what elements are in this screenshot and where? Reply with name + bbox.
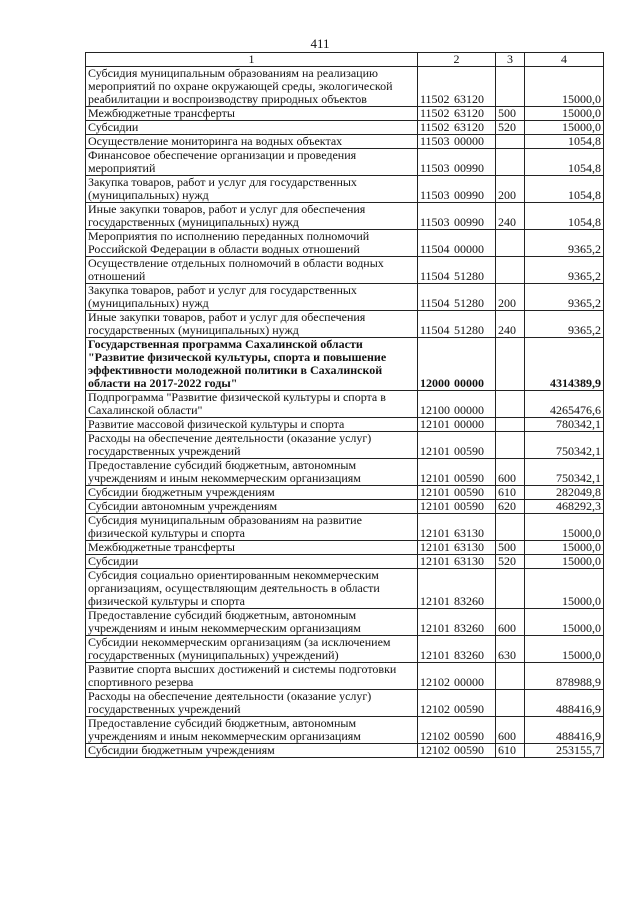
row-expense-type: 200 (496, 176, 525, 203)
row-code-article: 83260 (454, 621, 484, 635)
row-expense-type: 620 (496, 500, 525, 514)
row-code (418, 121, 496, 135)
row-sum: 488416,9 (525, 690, 604, 717)
row-name: Субсидия муниципальным образованиям на развитие физической культуры и спорта (86, 514, 418, 541)
row-code (418, 284, 496, 311)
row-name: Мероприятия по исполнению переданных полномочий Российской Федерации в области водных отношений (86, 230, 418, 257)
table-row (86, 569, 604, 609)
row-expense-type: 500 (496, 107, 525, 121)
row-sum: 15000,0 (525, 107, 604, 121)
row-name: Субсидии (86, 121, 418, 135)
row-expense-type (496, 514, 525, 541)
row-sum: 282049,8 (525, 486, 604, 500)
row-name: Субсидия муниципальным образованиям на реализацию мероприятий по охране окружающей среды, экологической реабилитации и воспроизводству природных объектов (86, 67, 418, 107)
row-sum: 9365,2 (525, 257, 604, 284)
row-name: Развитие массовой физической культуры и спорта (86, 418, 418, 432)
row-name: Закупка товаров, работ и услуг для государственных (муниципальных) нужд (86, 176, 418, 203)
row-code-section: 12101 (420, 417, 450, 431)
row-expense-type (496, 690, 525, 717)
table-row (86, 107, 604, 121)
row-name: Расходы на обеспечение деятельности (оказание услуг) государственных учреждений (86, 690, 418, 717)
table-row (86, 311, 604, 338)
row-code-article: 00590 (454, 729, 484, 743)
table-row (86, 391, 604, 418)
row-code-section: 12101 (420, 554, 450, 568)
row-sum: 1054,8 (525, 135, 604, 149)
table-header-row (86, 53, 604, 67)
row-code-article: 00000 (454, 376, 484, 390)
row-code (418, 514, 496, 541)
row-code-section: 12101 (420, 444, 450, 458)
row-sum: 253155,7 (525, 744, 604, 758)
row-code-section: 12101 (420, 540, 450, 554)
row-name: Финансовое обеспечение организации и проведения мероприятий (86, 149, 418, 176)
row-code-section: 11503 (420, 215, 450, 229)
row-expense-type: 610 (496, 744, 525, 758)
row-code-section: 11504 (420, 296, 450, 310)
budget-table (85, 52, 604, 758)
row-code-article: 63130 (454, 526, 484, 540)
row-sum: 15000,0 (525, 67, 604, 107)
row-code (418, 135, 496, 149)
table-row (86, 690, 604, 717)
table-row (86, 432, 604, 459)
row-sum: 15000,0 (525, 121, 604, 135)
row-sum: 15000,0 (525, 609, 604, 636)
row-sum: 15000,0 (525, 636, 604, 663)
row-name: Субсидии некоммерческим организациям (за исключением государственных (муниципальных) учреждений) (86, 636, 418, 663)
row-expense-type: 520 (496, 555, 525, 569)
row-expense-type: 600 (496, 609, 525, 636)
row-name: Иные закупки товаров, работ и услуг для обеспечения государственных (муниципальных) нужд (86, 311, 418, 338)
row-code-section: 12101 (420, 621, 450, 635)
row-sum: 488416,9 (525, 717, 604, 744)
row-expense-type (496, 67, 525, 107)
row-code (418, 744, 496, 758)
row-code-article: 00990 (454, 215, 484, 229)
row-expense-type: 500 (496, 541, 525, 555)
row-name: Государственная программа Сахалинской области "Развитие физической культуры, спорта и повышение эффективности молодежной политики в Сахалинской области на 2017-2022 годы" (86, 338, 418, 391)
table-row (86, 418, 604, 432)
row-code-article: 51280 (454, 296, 484, 310)
row-name: Закупка товаров, работ и услуг для государственных (муниципальных) нужд (86, 284, 418, 311)
table-row (86, 717, 604, 744)
header-col-expense-type: 3 (496, 53, 525, 67)
row-sum: 9365,2 (525, 311, 604, 338)
header-col-code: 2 (418, 53, 496, 67)
row-code (418, 609, 496, 636)
row-expense-type (496, 663, 525, 690)
row-expense-type: 630 (496, 636, 525, 663)
row-code (418, 67, 496, 107)
row-name: Осуществление мониторинга на водных объектах (86, 135, 418, 149)
row-expense-type (496, 569, 525, 609)
row-name: Предоставление субсидий бюджетным, автономным учреждениям и иным некоммерческим организациям (86, 609, 418, 636)
header-col-sum: 4 (525, 53, 604, 67)
row-expense-type (496, 338, 525, 391)
row-code-article: 00000 (454, 134, 484, 148)
row-code (418, 391, 496, 418)
row-code-section: 12101 (420, 485, 450, 499)
row-code-section: 12102 (420, 702, 450, 716)
row-code (418, 636, 496, 663)
row-name: Расходы на обеспечение деятельности (оказание услуг) государственных учреждений (86, 432, 418, 459)
row-code (418, 149, 496, 176)
table-row (86, 176, 604, 203)
row-expense-type: 600 (496, 717, 525, 744)
table-row (86, 609, 604, 636)
table-row (86, 555, 604, 569)
row-code-article: 00000 (454, 242, 484, 256)
row-code-section: 11502 (420, 120, 450, 134)
row-name: Субсидии автономным учреждениям (86, 500, 418, 514)
table-row (86, 67, 604, 107)
row-code-article: 83260 (454, 648, 484, 662)
row-name: Иные закупки товаров, работ и услуг для обеспечения государственных (муниципальных) нужд (86, 203, 418, 230)
row-code-section: 12101 (420, 594, 450, 608)
row-code-section: 11504 (420, 323, 450, 337)
row-code-article: 00000 (454, 417, 484, 431)
table-row (86, 636, 604, 663)
row-code (418, 311, 496, 338)
row-sum: 750342,1 (525, 459, 604, 486)
table-row (86, 744, 604, 758)
row-code-section: 11502 (420, 106, 450, 120)
row-sum: 1054,8 (525, 149, 604, 176)
row-code (418, 432, 496, 459)
row-code-section: 12102 (420, 675, 450, 689)
row-code (418, 418, 496, 432)
row-code (418, 569, 496, 609)
row-expense-type: 520 (496, 121, 525, 135)
row-sum: 1054,8 (525, 176, 604, 203)
row-code-section: 11504 (420, 242, 450, 256)
row-code (418, 459, 496, 486)
row-code-article: 00000 (454, 403, 484, 417)
row-code-article: 83260 (454, 594, 484, 608)
row-code-article: 63120 (454, 92, 484, 106)
row-code-article: 00590 (454, 743, 484, 757)
table-row (86, 338, 604, 391)
page-number: 411 (310, 36, 330, 51)
row-code-section: 12101 (420, 526, 450, 540)
row-code-article: 51280 (454, 323, 484, 337)
row-expense-type (496, 432, 525, 459)
table-row (86, 459, 604, 486)
table-row (86, 121, 604, 135)
row-name: Подпрограмма "Развитие физической культуры и спорта в Сахалинской области" (86, 391, 418, 418)
row-code-article: 51280 (454, 269, 484, 283)
row-name: Субсидии бюджетным учреждениям (86, 486, 418, 500)
row-sum: 1054,8 (525, 203, 604, 230)
row-code (418, 663, 496, 690)
row-name: Предоставление субсидий бюджетным, автономным учреждениям и иным некоммерческим организациям (86, 717, 418, 744)
row-code-article: 00590 (454, 702, 484, 716)
row-code-article: 00990 (454, 188, 484, 202)
row-sum: 780342,1 (525, 418, 604, 432)
row-code-article: 63130 (454, 554, 484, 568)
row-sum: 9365,2 (525, 284, 604, 311)
row-expense-type (496, 230, 525, 257)
row-name: Развитие спорта высших достижений и системы подготовки спортивного резерва (86, 663, 418, 690)
row-name: Межбюджетные трансферты (86, 541, 418, 555)
row-expense-type: 610 (496, 486, 525, 500)
row-code (418, 230, 496, 257)
row-code (418, 107, 496, 121)
table-body (86, 67, 604, 758)
table-row (86, 500, 604, 514)
row-name: Межбюджетные трансферты (86, 107, 418, 121)
row-name: Субсидии (86, 555, 418, 569)
row-name: Субсидия социально ориентированным некоммерческим организациям, осуществляющим деятельность в области физической культуры и спорта (86, 569, 418, 609)
table-row (86, 257, 604, 284)
row-code (418, 717, 496, 744)
row-code-article: 00590 (454, 471, 484, 485)
row-code (418, 257, 496, 284)
row-code-article: 00590 (454, 444, 484, 458)
row-code (418, 338, 496, 391)
row-expense-type: 240 (496, 203, 525, 230)
row-sum: 15000,0 (525, 541, 604, 555)
table-row (86, 663, 604, 690)
row-code-section: 11503 (420, 161, 450, 175)
row-sum: 750342,1 (525, 432, 604, 459)
row-name: Предоставление субсидий бюджетным, автономным учреждениям и иным некоммерческим организациям (86, 459, 418, 486)
row-code-article: 00990 (454, 161, 484, 175)
row-sum: 4314389,9 (525, 338, 604, 391)
row-sum: 468292,3 (525, 500, 604, 514)
row-name: Осуществление отдельных полномочий в области водных отношений (86, 257, 418, 284)
row-code-section: 11502 (420, 92, 450, 106)
row-code-section: 12101 (420, 499, 450, 513)
row-code-article: 00000 (454, 675, 484, 689)
row-name: Субсидии бюджетным учреждениям (86, 744, 418, 758)
row-code (418, 486, 496, 500)
row-expense-type: 600 (496, 459, 525, 486)
row-expense-type: 200 (496, 284, 525, 311)
row-sum: 4265476,6 (525, 391, 604, 418)
row-code-article: 63120 (454, 106, 484, 120)
table-row (86, 486, 604, 500)
row-code (418, 203, 496, 230)
row-code-article: 00590 (454, 499, 484, 513)
row-code-section: 12102 (420, 743, 450, 757)
row-sum: 15000,0 (525, 555, 604, 569)
table-row (86, 135, 604, 149)
header-col-name: 1 (86, 53, 418, 67)
row-sum: 15000,0 (525, 514, 604, 541)
row-code-section: 12000 (420, 376, 450, 390)
table-row (86, 149, 604, 176)
row-code (418, 541, 496, 555)
table-row (86, 230, 604, 257)
row-code (418, 176, 496, 203)
row-code-article: 63120 (454, 120, 484, 134)
table-row (86, 284, 604, 311)
row-code-section: 11503 (420, 188, 450, 202)
row-code-section: 11503 (420, 134, 450, 148)
row-expense-type: 240 (496, 311, 525, 338)
table-row (86, 541, 604, 555)
row-sum: 15000,0 (525, 569, 604, 609)
row-sum: 9365,2 (525, 230, 604, 257)
row-code-section: 12100 (420, 403, 450, 417)
row-expense-type (496, 257, 525, 284)
row-sum: 878988,9 (525, 663, 604, 690)
row-expense-type (496, 149, 525, 176)
row-code (418, 690, 496, 717)
row-code-section: 12101 (420, 471, 450, 485)
table-row (86, 203, 604, 230)
row-code (418, 555, 496, 569)
row-code-section: 12101 (420, 648, 450, 662)
row-expense-type (496, 135, 525, 149)
row-code-section: 12102 (420, 729, 450, 743)
row-code-section: 11504 (420, 269, 450, 283)
row-code-article: 00590 (454, 485, 484, 499)
row-code (418, 500, 496, 514)
row-code-article: 63130 (454, 540, 484, 554)
row-expense-type (496, 391, 525, 418)
row-expense-type (496, 418, 525, 432)
table-row (86, 514, 604, 541)
